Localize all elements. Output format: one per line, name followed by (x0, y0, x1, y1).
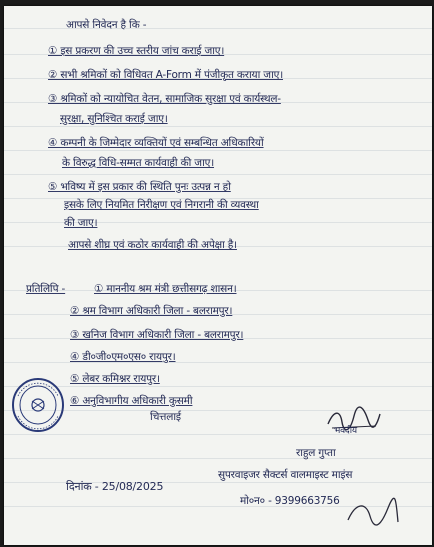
greeting-line: आपसे निवेदन है कि - (66, 19, 147, 31)
ruled-line (4, 434, 432, 435)
request-line-2: ② सभी श्रमिकों को विधिवत A-Form में पंजीकृत कराया जाए। (48, 69, 283, 81)
request-line-5c: की जाए। (64, 217, 98, 229)
copy-item-2: ② श्रम विभाग अधिकारी जिला - बलरामपुर। (70, 305, 233, 317)
ruled-line (4, 150, 432, 151)
signatory-name: राहुल गुप्ता (296, 447, 336, 459)
ruled-line (4, 174, 432, 175)
copy-item-3: ③ खनिज विभाग अधिकारी जिला - बलरामपुर। (70, 329, 244, 341)
ruled-line (4, 126, 432, 127)
request-line-3b: सुरक्षा, सुनिश्चित कराई जाए। (60, 113, 168, 125)
request-line-4b: के विरुद्ध विधि-सम्मत कार्यवाही की जाए। (62, 157, 215, 169)
ruled-line (4, 458, 432, 459)
letter-page (4, 6, 432, 545)
mobile-number: मो०न० - 9399663756 (240, 495, 340, 507)
signatory-designation: सुपरवाइजर सैक्टर्स वालमाइस्ट माइंस (218, 469, 353, 481)
copy-item-1: ① माननीय श्रम मंत्री छत्तीसगढ़ शासन। (94, 283, 237, 295)
request-line-4: ④ कम्पनी के जिम्मेदार व्यक्तियों एवं सम्बन्धित अधिकारियों (48, 137, 264, 149)
closing-line: आपसे शीघ्र एवं कठोर कार्यवाही की अपेक्षा है। (68, 239, 237, 251)
ruled-line (4, 362, 432, 363)
request-line-1: ① इस प्रकरण की उच्च स्तरीय जांच कराई जाए। (48, 45, 225, 57)
copies-heading: प्रतिलिपि - (26, 283, 66, 295)
copy-item-6: ⑥ अनुविभागीय अधिकारी कुसमी (70, 395, 193, 407)
request-line-5: ⑤ भविष्य में इस प्रकार की स्थिति पुनः उत्पन्न न हो (48, 181, 231, 193)
signature-label: भवदीय (334, 426, 357, 436)
mobile-signature-scribble (342, 496, 402, 532)
copy-item-4: ④ डी०जी०एम०एस० रायपुर। (70, 351, 176, 363)
round-ink-seal-icon (10, 376, 66, 434)
letter-date: दिनांक - 25/08/2025 (66, 480, 164, 493)
request-line-5b: इसके लिए नियमित निरीक्षण एवं निगरानी की व्यवस्था (64, 199, 259, 211)
ruled-line (4, 386, 432, 387)
copy-item-6b: चित्तलाई (150, 411, 181, 423)
request-line-3: ③ श्रमिकों को न्यायोचित वेतन, सामाजिक सुरक्षा एवं कार्यस्थल- (48, 93, 281, 105)
copy-item-5: ⑤ लेबर कमिश्नर रायपुर। (70, 373, 160, 385)
